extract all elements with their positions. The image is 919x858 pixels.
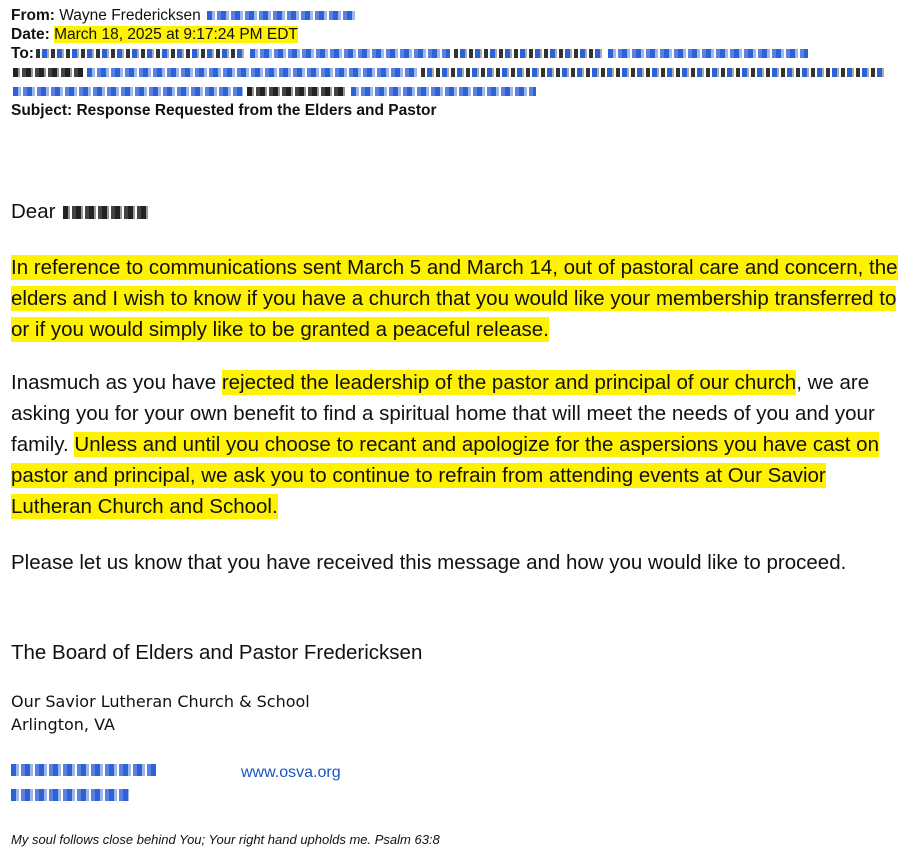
highlighted-text: Unless and until you choose to recant and apologize for the aspersions you have cast on pastor and principal, we ask you to continue to refrain from attending events at Our Savior Lutheran Church and School: [11, 433, 879, 518]
text-segment: .: [272, 495, 278, 518]
date-value: March 18, 2025 at 9:17:24 PM EDT: [54, 26, 298, 43]
redacted-email: [207, 11, 357, 20]
text-segment: Inasmuch as you have: [11, 371, 222, 394]
paragraph-1: [11, 252, 901, 345]
to-label: To:: [11, 45, 34, 62]
redacted-recipient: [13, 87, 243, 96]
date-label: Date:: [11, 26, 50, 43]
to-row-3: [11, 82, 901, 101]
subject-label: Subject:: [11, 102, 73, 119]
signature-address: [11, 690, 310, 736]
email-header: [11, 6, 901, 120]
paragraph-3: [11, 547, 901, 578]
greeting-line: [11, 196, 901, 227]
from-row: [11, 6, 901, 25]
redacted-name: [63, 206, 148, 219]
redacted-phone: [11, 789, 129, 801]
org-name: Our Savior Lutheran Church & School: [11, 692, 310, 711]
redacted-recipient: [250, 49, 450, 58]
date-row: [11, 25, 901, 44]
redacted-recipient: [87, 68, 417, 77]
redacted-recipient: [454, 49, 604, 58]
website-link[interactable]: www.osva.org: [241, 764, 341, 781]
redacted-recipient: [36, 49, 246, 58]
from-name[interactable]: Wayne Fredericksen: [59, 7, 201, 24]
text-segment: , we are asking you for your own benefit to find a spiritual home that will meet the needs of you and your family.: [11, 371, 875, 456]
highlighted-text: rejected the leadership of the pastor and principal of our church: [221, 371, 797, 394]
redacted-recipient: [247, 87, 347, 96]
redacted-recipient: [608, 49, 808, 58]
greeting: Dear: [11, 200, 56, 223]
redacted-contact: [11, 764, 156, 814]
text-segment: Please let us know that you have received this message and how you would like to proceed.: [11, 551, 847, 574]
scripture-verse: My soul follows close behind You; Your right hand upholds me. Psalm 63:8: [11, 832, 440, 847]
signature-line: The Board of Elders and Pastor Fredericksen: [11, 641, 423, 664]
to-row-2: [11, 63, 901, 82]
redacted-recipient: [351, 87, 536, 96]
subject-value: Response Requested from the Elders and Pastor: [76, 102, 437, 119]
paragraph-2: [11, 367, 901, 522]
org-city: Arlington, VA: [11, 715, 115, 734]
to-row: [11, 44, 901, 63]
redacted-recipient: [13, 68, 83, 77]
highlighted-text: In reference to communications sent March 5 and March 14, out of pastoral care and concern, the elders and I wish to know if you have a church that you would like your membership transferred to or if you would simply like to be granted a peaceful release.: [11, 256, 898, 341]
redacted-recipient: [421, 68, 886, 77]
from-label: From:: [11, 7, 55, 24]
redacted-phone: [11, 764, 156, 776]
subject-row: [11, 101, 901, 120]
